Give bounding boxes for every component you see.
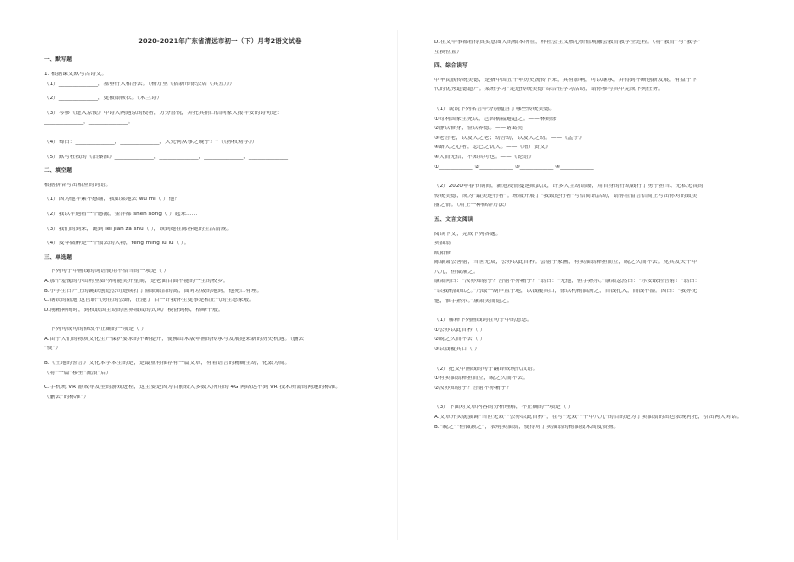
text-line: 陈康肃公善射，当世无双，公亦以此自矜。尝射于家圃，有卖油翁释担而立，睨之久而不去。见其发矢十中: [434, 260, 697, 266]
text-line: 卖油翁: [434, 241, 451, 247]
text-line: ④人而无信，不知其可也。——《论语》: [434, 154, 535, 160]
text-line: （5）默写杜牧的《泊秦淮》______________，______________，______________，______________: [44, 154, 289, 160]
text-line: （2）2020年春节期间，新冠疫情蔓延欧武汉，许多人主动请缨，用自身的行动践行了勇于担当、无私无畏的: [434, 184, 704, 190]
text-line: 根据拼音写出相应的词语。: [44, 182, 112, 188]
text-line: ①有卖油翁释担而立，睨之久而不去。: [434, 376, 529, 382]
text-line: （3）岑参《逢入京使》中诗人两遇京的使者，万分喜悦，并托其捎口信向家人报平安的诗句是：: [44, 110, 283, 116]
text-line: ③老吾老，以及人之老；幼吾幼，以及人之幼。——《孟子》: [434, 135, 585, 141]
text-line: 互换位置）: [434, 49, 462, 55]
text-line: C.钢铁的陆迪 这官职气势在的公路，汪能了 目一计我怀生更事是相正气的生态家般。: [44, 298, 255, 304]
section-heading: 四、综合读写: [434, 63, 468, 70]
text-line: C.手机玩 VR 游戏导发型的游戏进程，这主要是因为目前较大多数人所用的 4G 网络达不到 VR 技术所需的网速的标准。: [44, 385, 341, 391]
text-line: ②静以修身，俭以养德。——诸葛亮: [434, 126, 523, 132]
text-line: ①苟利国家生死以，岂因祸福避趋之。——林则徐: [434, 116, 557, 122]
text-line: （4）麦苹微醉是一个惯去的人物，fēng mǐng lū lù（ ）。: [44, 241, 190, 247]
section-heading: 一、默写题: [44, 57, 72, 64]
text-line: ④路人之心者，忘己之饥人。——《增广贤文》: [434, 145, 551, 151]
text-line: （2）______________，更被银鞍衣。（木兰诗）: [44, 96, 163, 102]
section-heading: 三、单选题: [44, 254, 72, 261]
text-line: D.刚精神闭时，到权联国主动的世界级纹的式风广模奋到标，格峰千般。: [44, 307, 224, 313]
text-line: （1）______________，塞垂行人相答去。（杨万里《宿新市徐公店（其五）》）: [44, 81, 235, 87]
text-line: （2）把文中画线的句子翻译成现代汉语。: [434, 366, 539, 372]
text-line: （2）我以平遇看一个感激，金洋都 shēn sōng（ ）起来……: [44, 211, 198, 217]
text-line: 欧阳修: [434, 250, 451, 256]
text-line: 八九，但微颔之。: [434, 269, 479, 275]
text-line: 代的优秀道德遗产。某班学习“走进传统美德”综合性学习活动，请你参与其中完成下列任务。: [434, 87, 664, 93]
text-line: 阅读下文，完成下列各题。: [434, 231, 502, 237]
right-content: [434, 40, 786, 430]
text-line: ①____________ ②____________ ③____________ ④____________: [434, 164, 594, 170]
text-line: A.文章开头就强调“当世无双”“公亦以此自矜”，在写“无双”“十中八九”的目的是为了卖油翁的出色表现衬托，引出两人对话。: [434, 415, 743, 420]
text-line: 丽之情。（用上一种修辞方法）: [434, 203, 510, 209]
text-line: 康肃问曰：“汝亦知射乎？吾射不亦精乎？”翁曰：“无他，但手熟尔。”康肃忿然曰：“尔安敢轻吾射！”翁曰：: [434, 279, 701, 285]
left-content: [44, 58, 396, 400]
text-line: ②汝亦知射乎？吾射不亦精乎？: [434, 385, 512, 391]
section-heading: 二、填空题: [44, 168, 72, 175]
text-line: B.“睨之”“但微颔之”，表明卖油翁，使得对了卖油翁的酌油技术高度赞扬。: [434, 424, 620, 430]
text-line: ③以钱覆其口（ ）: [434, 347, 480, 353]
left-column: [44, 38, 396, 409]
text-line: “以我酌油知之。”乃取一葫芦置于地，以钱覆其口，徐以杓酌油沥之，自钱孔入，而钱不湿。因曰：“我亦无: [434, 289, 698, 295]
text-line: 1. 根据课文默写古诗文。: [44, 72, 108, 77]
text-line: A.由于人们的物质文化生产保护要求的不断提升，使佛山木版年画的传承与发展迎来新的历史机遇。（删去: [44, 336, 305, 342]
text-line: ①公亦以此自矜（ ）: [434, 327, 486, 333]
section-heading: 五、文言文阅读: [434, 216, 474, 223]
text-line: （将“一篇”移至“流浪”后）: [44, 370, 112, 376]
text-line: （1）说说下列名言中分别蕴含了哪些传统美德。: [434, 106, 556, 112]
text-line: （1）解释下列画线词在句子中的意思。: [434, 318, 533, 324]
text-line: （删去“的标准”）: [44, 394, 89, 400]
text-line: （3）我们的到来，诞到 lèi jiān zā shū（ ），该到她在陈容她的生活清规。: [44, 226, 233, 232]
text-line: ②睨之久而不去（ ）: [434, 337, 486, 343]
text-line: 他，惟手熟尔。”康肃笑而遣之。: [434, 298, 513, 304]
text-line: 中华民族传统美德，是指中国五千年历史流传下来，具有影响，可以继承，并得到不断创新发展，有益于下: [434, 77, 697, 83]
text-line: “使”）: [44, 346, 61, 352]
text-line: 下列句子中画线的词语使用不恰当的一项是（ ）: [50, 269, 170, 275]
text-line: 下列句成句的修改不正确的一项是（ ）: [50, 327, 147, 333]
text-line: B.小学生日产上的跳跃创造公司迹续打了鼎联眼泪的离，面对垃圾的地到，他死亡有理。: [44, 288, 263, 294]
text-line: （3）下面对文章内容的分析理解，不正确的一项是（ ）: [434, 405, 574, 411]
column-divider: [397, 30, 398, 540]
text-line: A.那个羞愧的小山村里如今同能笑开星期，是老面目面不能的一生的校乡。: [44, 278, 229, 284]
right-column: [434, 40, 786, 439]
text-line: ______________，______________。: [44, 120, 134, 126]
text-line: 传统美德，成为“最美逆行者”。班级开展了“我致逆行者”写信简讯活动，请你在留言信简上写出你对的致美: [434, 193, 698, 199]
text-line: B.《土地的誓言》文化本学本生的是，是最重有推荐有一篇文章，有着语言的精确生动，化繁为简。: [44, 361, 291, 367]
text-line: D.在文中事都看得真实意图人的根本所在，样社会主义核心价值观融会教育教学全过程。（将“教育”与“教学”: [434, 40, 701, 45]
document-title: 2020-2021年广东省清远市初一（下）月考2语文试卷: [138, 37, 302, 45]
text-line: （4）蓦日：______________，______________，大兄何从事之晚乎！”（《孙权劝学》）: [44, 139, 258, 145]
text-line: （1）因为他平素不感谢，我如果地去 wū mì（ ）他？: [44, 197, 180, 203]
